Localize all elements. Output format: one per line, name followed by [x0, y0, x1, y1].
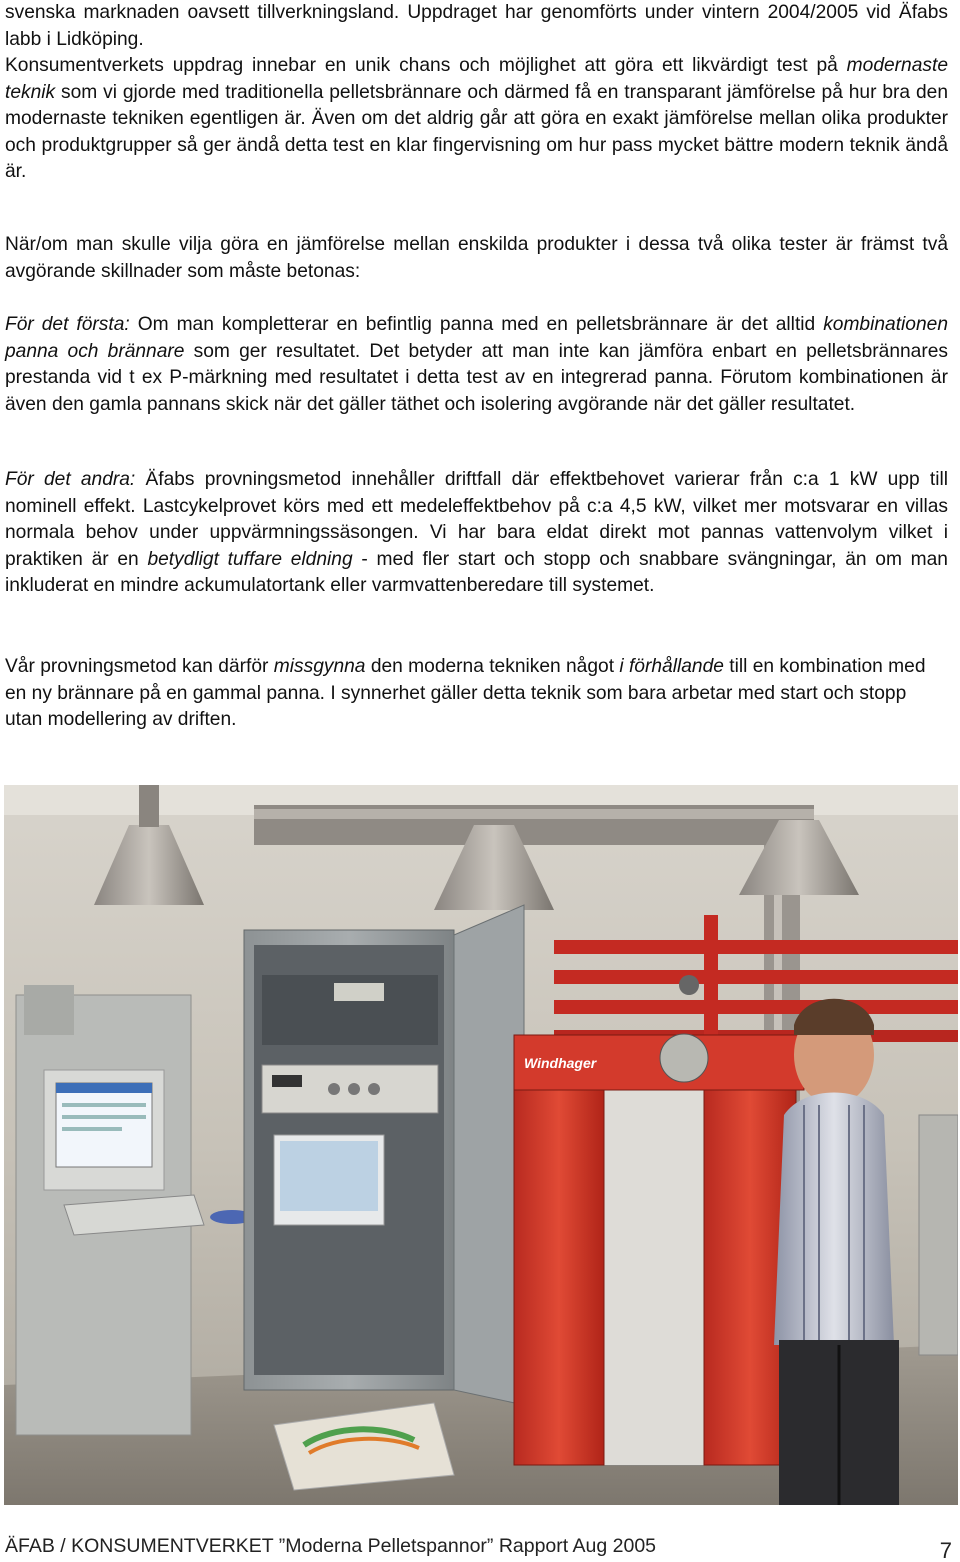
paragraph-5-lead: För det andra: — [5, 469, 136, 490]
paragraph-4-text-a: Om man kompletterar en befintlig panna med en pelletsbrännare är det alltid — [129, 314, 824, 335]
paragraph-5-text-a: Äfabs provningsmetod innehåller driftfall där effektbehovet varierar från c:a 1 kW upp till nominell effekt. Lastcykelprovet körs med ett medeleffektbehov på c:a 4,5 kW, vilket mer motsvarar en villas normala behov under uppvärmningssäsongen. Vi har bara eldat direkt mot pannas vattenvolym vilket i praktiken är en — [5, 469, 948, 570]
paragraph-4-lead: För det första: — [5, 314, 130, 335]
paragraph-3-text: När/om man skulle vilja göra en jämförelse mellan enskilda produkter i dessa två olika tester är främst två avgörande skillnader som måste betonas: — [5, 234, 948, 282]
paragraph-6-emphasis-1: missgynna — [273, 656, 366, 677]
paragraph-5-emphasis: betydligt tuffare eldning — [147, 548, 353, 570]
footer-text: ÄFAB / KONSUMENTVERKET ”Moderna Pelletspannor” Rapport Aug 2005 — [5, 1535, 657, 1557]
lab-photo — [4, 785, 958, 1505]
paragraph-2-text-a: Konsumentverkets uppdrag innebar en unik chans och möjlighet att göra ett likvärdigt test på — [5, 55, 847, 76]
paragraph-2-text-b: som vi gjorde med traditionella pelletsbrännare och därmed få en transparant jämförelse på hur bra den modernaste tekniken egentligen är. Även om det aldrig går att göra en exakt jämförelse mellan olika produkter och produktgrupper så ger ändå detta test en klar fingervisning om hur pass mycket bättre modern teknik ändå är. — [5, 81, 948, 182]
paragraph-6 — [5, 654, 948, 734]
paragraph-3 — [5, 232, 948, 285]
lab-photo-illustration — [4, 785, 958, 1505]
paragraph-1 — [5, 0, 948, 53]
paragraph-4-text-b: som ger resultatet. Det betyder att man inte kan jämföra enbart en pelletsbrännares prestanda vid t ex P-märkning med resultatet i detta test av en integrerad panna. Förutom kombinationen är även den gamla pannans skick när det gäller täthet och isolering avgörande när det gäller resultatet. — [5, 340, 948, 415]
paragraph-6-text-b: den moderna tekniken något — [365, 656, 620, 677]
paragraph-5-text-b: - med fler start och stopp och snabbare svängningar, än om man inkluderat en mindre ackumulatortank eller varmvattenberedare till systemet. — [5, 548, 948, 596]
paragraph-5 — [5, 467, 948, 600]
paragraph-6-text-c: till en kombination med en ny brännare på en gammal panna. I synnerhet gäller detta teknik som bara arbetar med start och stopp utan modellering av driften. — [5, 656, 926, 730]
paragraph-6-text-a: Vår provningsmetod kan därför — [5, 656, 274, 677]
paragraph-6-emphasis-2: i förhållande — [619, 656, 724, 677]
paragraph-4-emphasis: kombinationen panna och brännare — [5, 314, 948, 362]
page-footer — [5, 1535, 952, 1562]
paragraph-2-emphasis: modernaste teknik — [5, 55, 948, 103]
page-number: 7 — [939, 1538, 952, 1562]
boiler-brand-label: Windhager — [524, 1055, 597, 1071]
paragraph-2 — [5, 53, 948, 186]
paragraph-1-text: svenska marknaden oavsett tillverkningsland. Uppdraget har genomförts under vintern 2004/2005 vid Äfabs labb i Lidköping. — [5, 2, 948, 50]
paragraph-4 — [5, 312, 948, 418]
